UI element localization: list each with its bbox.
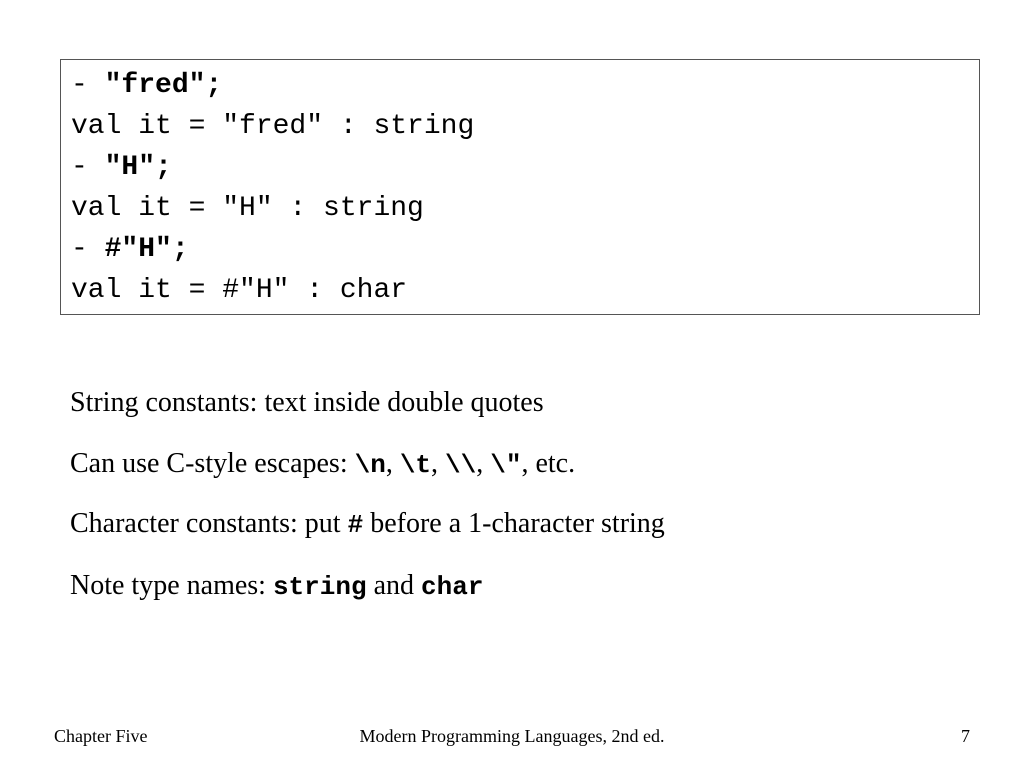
bullet-escapes (70, 446, 575, 483)
code-line-input (71, 230, 189, 270)
separator: , (431, 448, 446, 479)
escape-code: \\ (445, 450, 477, 480)
bullet-string-constants (70, 385, 544, 421)
bullet-text: before a 1-character string (363, 508, 665, 539)
bullet-text: String constants: text inside double quotes (70, 387, 544, 418)
inline-code: string (272, 572, 367, 602)
code-line-input (71, 148, 172, 188)
bullet-character-constants (70, 506, 665, 543)
separator: , (385, 448, 400, 479)
code-input: "H"; (104, 152, 172, 183)
bullet-text: and (366, 570, 422, 601)
inline-code: # (347, 510, 364, 540)
prompt: - (71, 152, 105, 183)
code-line-output: val it = #"H" : char (71, 275, 408, 306)
prompt: - (71, 70, 105, 101)
code-line-output: val it = "fred" : string (71, 111, 475, 142)
escape-code: \n (354, 450, 386, 480)
prompt: - (71, 234, 105, 265)
footer-chapter: Chapter Five (54, 726, 148, 746)
code-input: #"H"; (104, 234, 189, 265)
escape-code: \t (399, 450, 432, 480)
page-number: 7 (961, 726, 970, 746)
bullet-text: , etc. (521, 448, 576, 479)
code-input: "fred"; (104, 70, 223, 101)
code-line-output: val it = "H" : string (71, 193, 424, 224)
code-line-input (71, 66, 222, 106)
bullet-text: Character constants: put (70, 508, 348, 539)
bullet-text: Can use C-style escapes: (70, 448, 355, 479)
bullet-type-names (70, 568, 483, 605)
footer-book-title: Modern Programming Languages, 2nd ed. (359, 726, 665, 746)
separator: , (476, 448, 491, 479)
inline-code: char (421, 572, 484, 602)
code-example-box (60, 59, 980, 315)
escape-code: \" (490, 450, 522, 480)
bullet-text: Note type names: (70, 570, 273, 601)
